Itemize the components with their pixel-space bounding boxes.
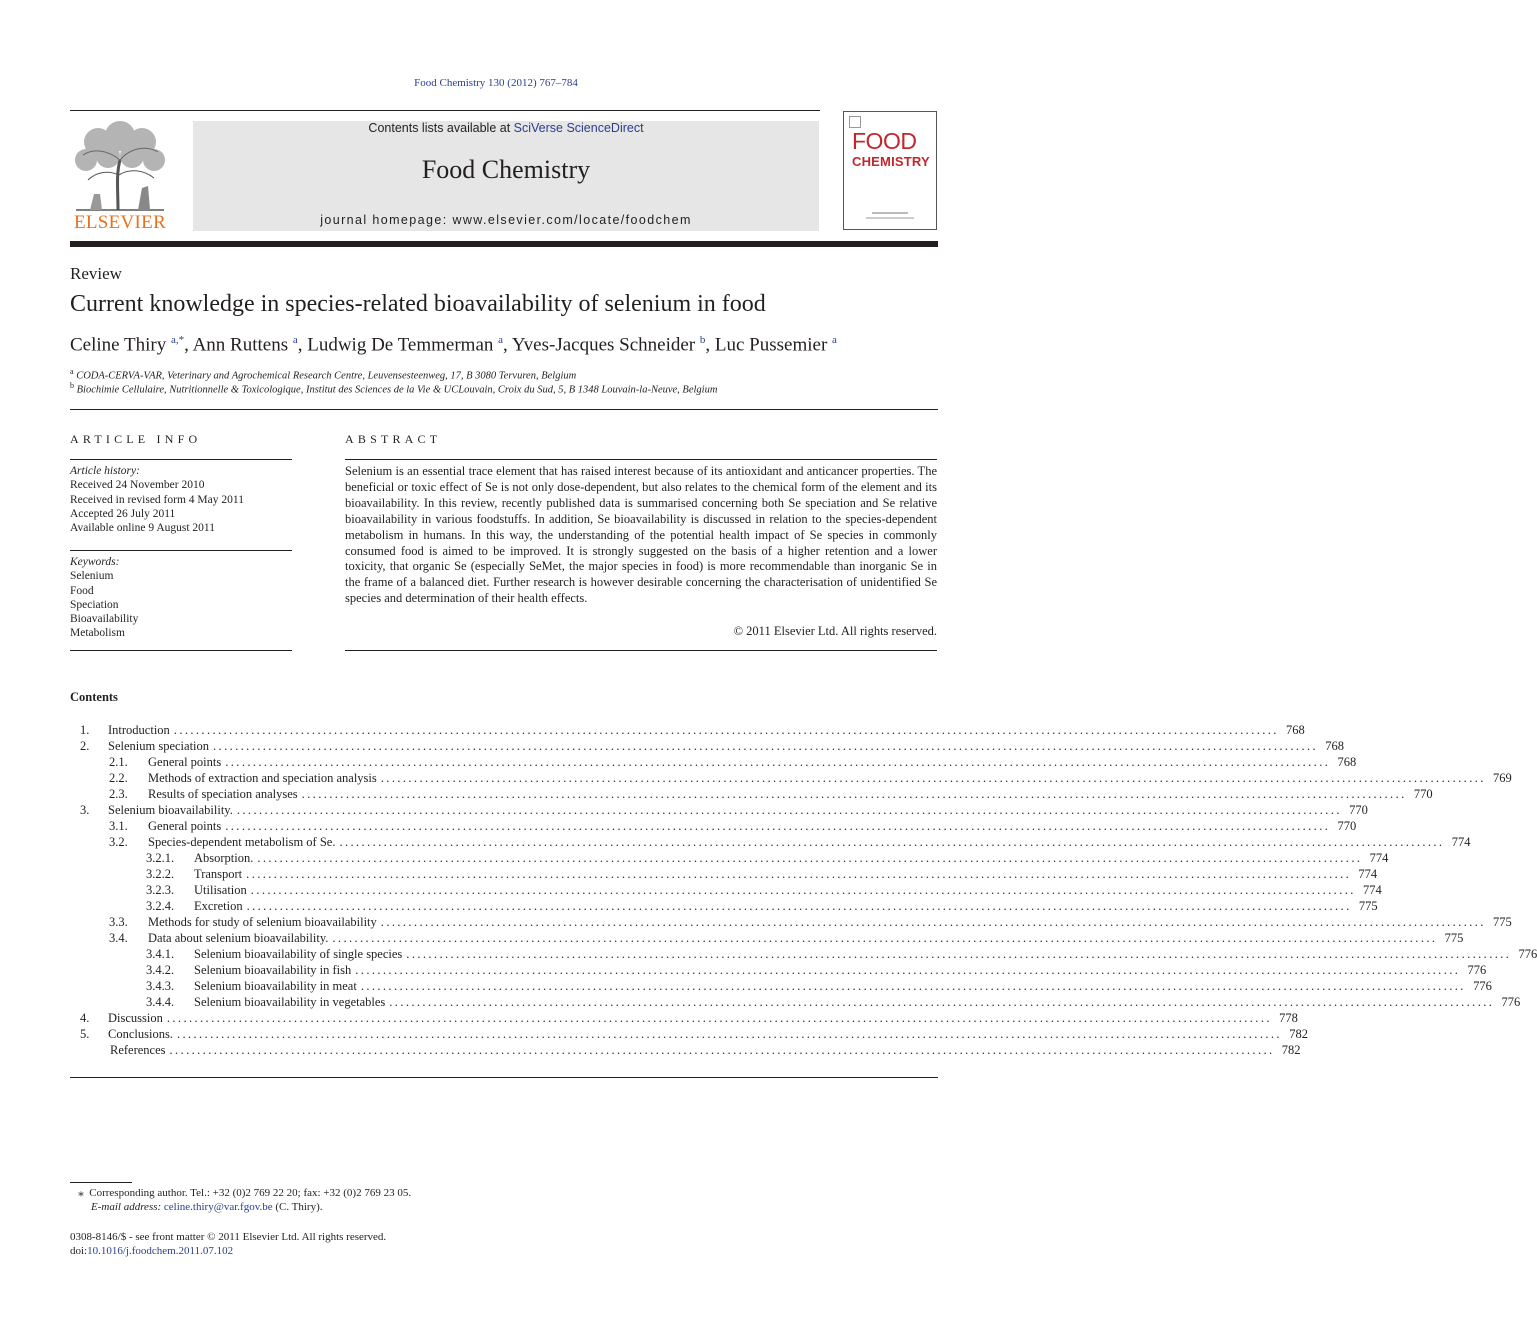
toc-number: 3.2.1. — [146, 851, 175, 865]
toc-page-number: 778 — [1279, 1011, 1298, 1025]
copyright-notice: © 2011 Elsevier Ltd. All rights reserved. — [733, 624, 937, 638]
toc-page-number: 768 — [1337, 755, 1357, 769]
toc-entry-line — [148, 754, 1357, 770]
toc-entry[interactable] — [70, 754, 1357, 770]
affiliation-text: CODA-CERVA-VAR, Veterinary and Agrochemical Research Centre, Leuvensesteenweg, 17, B 3080 Tervuren, Belgium — [76, 370, 577, 382]
sciencedirect-link[interactable]: SciVerse ScienceDirect — [513, 121, 644, 135]
cover-publisher-mark-2 — [866, 217, 914, 219]
toc-entry[interactable] — [70, 866, 1378, 882]
toc-entry[interactable] — [70, 802, 1368, 818]
toc-entry[interactable] — [70, 1010, 1298, 1026]
article-title: Current knowledge in species-related bioavailability of selenium in food — [70, 291, 766, 317]
toc-label[interactable]: Discussion — [108, 1011, 163, 1025]
affiliation-mark: b — [70, 381, 74, 390]
toc-entry[interactable] — [70, 786, 1433, 802]
toc-label[interactable]: Excretion — [194, 899, 243, 913]
toc-label[interactable]: Species-dependent metabolism of Se. — [148, 835, 336, 849]
toc-page-number: 770 — [1413, 787, 1433, 801]
toc-page-number: 769 — [1493, 771, 1512, 785]
toc-entry[interactable] — [70, 978, 1492, 994]
toc-leader-dots: ........................................................................................................................................................................................................ — [332, 931, 1438, 945]
toc-number: 1. — [80, 723, 90, 737]
footnote-rule — [70, 1182, 132, 1183]
toc-entry-line — [194, 850, 1389, 866]
toc-number: 2. — [80, 739, 90, 753]
email-label: E-mail address: — [91, 1201, 162, 1213]
toc-label[interactable]: Selenium speciation — [108, 739, 210, 753]
toc-entry[interactable] — [70, 930, 1464, 946]
toc-leader-dots: ........................................................................................................................................................................................................ — [406, 947, 1512, 961]
cover-title-chemistry: CHEMISTRY — [852, 154, 930, 169]
toc-page-number: 775 — [1358, 899, 1378, 913]
toc-number: 3.4.2. — [146, 963, 175, 977]
toc-label[interactable]: Conclusions. — [108, 1027, 173, 1041]
toc-page-number: 776 — [1518, 947, 1537, 961]
toc-number: 3.1. — [109, 819, 128, 833]
toc-leader-dots: ........................................................................................................................................................................................................ — [257, 851, 1363, 865]
toc-entry[interactable] — [70, 882, 1382, 898]
keywords-label: Keywords: — [70, 556, 120, 568]
table-of-contents — [70, 722, 1537, 1058]
toc-number: 3.3. — [109, 915, 128, 929]
toc-leader-dots: ........................................................................................................................................................................................................ — [176, 1027, 1282, 1041]
toc-entry[interactable] — [70, 1026, 1308, 1042]
affiliation-b — [70, 381, 717, 396]
toc-entry[interactable] — [70, 834, 1471, 850]
toc-number: 2.2. — [109, 771, 128, 785]
toc-leader-dots: ........................................................................................................................................................................................................ — [225, 755, 1331, 769]
affiliation-text: Biochimie Cellulaire, Nutritionnelle & Toxicologique, Institut des Sciences de la Vie & UCLouvain, Croix du Sud, 5, B 1348 Louvain-la-Neuve, Belgium — [76, 384, 718, 396]
toc-number: 2.3. — [109, 787, 128, 801]
title-rule — [70, 409, 938, 410]
toc-number: 3.4.3. — [146, 979, 175, 993]
toc-leader-dots: ........................................................................................................................................................................................................ — [360, 979, 1466, 993]
toc-number: 3. — [80, 803, 90, 817]
toc-entry[interactable] — [70, 818, 1357, 834]
contents-availability — [193, 121, 819, 135]
author-name[interactable]: Celine Thiry — [70, 334, 167, 356]
toc-entry-line — [194, 882, 1382, 898]
toc-number: 3.2. — [109, 835, 128, 849]
history-label: Article history: — [70, 465, 140, 477]
toc-page-number: 774 — [1363, 883, 1382, 897]
toc-entry-line — [148, 786, 1433, 802]
journal-homepage-link[interactable]: journal homepage: www.elsevier.com/locate/foodchem — [320, 213, 692, 227]
toc-leader-dots: ........................................................................................................................................................................................................ — [301, 787, 1407, 801]
journal-masthead — [193, 121, 819, 231]
toc-page-number: 782 — [1289, 1027, 1308, 1041]
toc-entry[interactable] — [70, 770, 1512, 786]
toc-page-number: 782 — [1281, 1043, 1301, 1057]
article-type: Review — [70, 264, 122, 283]
toc-entry[interactable] — [70, 850, 1389, 866]
history-item: Received 24 November 2010 — [70, 479, 205, 492]
contents-heading: Contents — [70, 690, 118, 704]
toc-page-number: 768 — [1286, 723, 1305, 737]
doi-label: doi: — [70, 1245, 88, 1257]
issn-line: 0308-8146/$ - see front matter © 2011 Elsevier Ltd. All rights reserved. — [70, 1231, 387, 1243]
keyword-item: Selenium — [70, 570, 114, 583]
toc-entry[interactable] — [70, 1042, 1301, 1058]
history-item: Available online 9 August 2011 — [70, 522, 216, 535]
toc-entry-line — [148, 834, 1471, 850]
publisher-wordmark: ELSEVIER — [73, 212, 167, 233]
toc-leader-dots: ........................................................................................................................................................................................................ — [380, 915, 1486, 929]
toc-entry-line — [148, 770, 1512, 786]
abstract-text: Selenium is an essential trace element that has raised interest because of its antioxidant and anticancer properties. The beneficial or toxic effect of Se is not only dose-dependent, but also relates to the chemical form of the element and its bioavailability. In this review, recently published data is summarised concerning both Se speciation and Se relative bioavailability in various foodstuffs. In addition, Se bioavailability is discussed in relation to the species-dependent metabolism in humans. In this way, the understanding of the potential health impact of Se species in commonly consumed food is aimed to be improved. It is strongly suggested on the basis of a higher retention and a lower toxicity, that organic Se (especially SeMet, the major species in food) is more recommendable than inorganic Se in the frame of a balanced diet. Further research is however desirable concerning the characterisation of unidentified Se species and determination of their health effects. — [345, 464, 937, 606]
toc-leader-dots: ........................................................................................................................................................................................................ — [389, 995, 1495, 1009]
toc-label[interactable]: Selenium bioavailability of single species — [194, 947, 403, 961]
toc-label[interactable]: Methods of extraction and speciation analysis — [148, 771, 377, 785]
toc-page-number: 776 — [1501, 995, 1521, 1009]
journal-title: Food Chemistry — [421, 155, 591, 184]
keyword-item: Bioavailability — [70, 613, 139, 626]
toc-leader-dots: ........................................................................................................................................................................................................ — [213, 739, 1319, 753]
keyword-list — [70, 569, 292, 640]
toc-entry-line — [148, 818, 1357, 834]
toc-entry-line — [148, 914, 1512, 930]
corresponding-footnote: ⁎ Corresponding author. Tel.: +32 (0)2 769 22 20; fax: +32 (0)2 769 23 05. — [70, 1187, 412, 1199]
toc-leader-dots: ........................................................................................................................................................................................................ — [355, 963, 1461, 977]
toc-entry-line — [194, 898, 1378, 914]
cover-publisher-mark — [872, 212, 908, 214]
toc-label[interactable]: Selenium bioavailability in meat — [194, 979, 357, 993]
info-rule — [70, 459, 292, 460]
toc-number: 4. — [80, 1011, 90, 1025]
email-suffix: (C. Thiry). — [275, 1201, 323, 1213]
toc-label[interactable]: Data about selenium bioavailability. — [148, 931, 329, 945]
toc-number: 2.1. — [109, 755, 128, 769]
toc-leader-dots: ........................................................................................................................................................................................................ — [236, 803, 1342, 817]
author-affiliation-mark[interactable]: a,* — [170, 334, 185, 346]
elsevier-logo — [68, 120, 172, 232]
toc-number: 3.2.4. — [146, 899, 175, 913]
toc-page-number: 774 — [1451, 835, 1471, 849]
toc-leader-dots: ........................................................................................................................................................................................................ — [166, 1011, 1272, 1025]
toc-page-number: 775 — [1493, 915, 1512, 929]
keyword-item: Metabolism — [70, 627, 125, 640]
toc-entry[interactable] — [70, 994, 1521, 1010]
toc-label[interactable]: Selenium bioavailability in fish — [194, 963, 352, 977]
abstract-heading: ABSTRACT — [345, 432, 442, 446]
author-affiliation-mark[interactable]: a — [292, 334, 298, 346]
header-rule — [70, 110, 820, 111]
history-item: Accepted 26 July 2011 — [70, 507, 176, 520]
toc-leader-dots: ........................................................................................................................................................................................................ — [250, 883, 1356, 897]
toc-label[interactable]: General points — [148, 819, 222, 833]
toc-label[interactable]: General points — [148, 755, 222, 769]
affiliation-mark: a — [70, 367, 74, 376]
toc-label[interactable]: Introduction — [108, 723, 170, 737]
toc-entry-line — [108, 802, 1368, 818]
toc-number: 3.4.4. — [146, 995, 175, 1009]
toc-leader-dots: ........................................................................................................................................................................................................ — [169, 1043, 1275, 1057]
toc-page-number: 775 — [1444, 931, 1464, 945]
toc-number: 3.4. — [109, 931, 128, 945]
toc-number: 5. — [80, 1027, 90, 1041]
keyword-item: Food — [70, 584, 94, 597]
toc-label[interactable]: Results of speciation analyses — [148, 787, 298, 801]
toc-page-number: 770 — [1337, 819, 1357, 833]
toc-entry[interactable] — [70, 962, 1487, 978]
toc-number: 3.4.1. — [146, 947, 175, 961]
contents-bottom-rule — [70, 1077, 938, 1078]
cover-emblem-icon — [849, 116, 861, 128]
cover-title-food: FOOD — [852, 128, 917, 154]
history-list — [70, 478, 292, 535]
toc-entry-line — [194, 978, 1492, 994]
toc-label[interactable]: Transport — [194, 867, 243, 881]
email-link[interactable]: celine.thiry@var.fgov.be — [163, 1201, 273, 1213]
history-item: Received in revised form 4 May 2011 — [70, 493, 244, 506]
toc-entry-line — [110, 1042, 1301, 1058]
header-thick-rule — [70, 241, 938, 247]
toc-page-number: 774 — [1369, 851, 1389, 865]
toc-entry[interactable] — [70, 898, 1378, 914]
toc-leader-dots: ........................................................................................................................................................................................................ — [380, 771, 1486, 785]
toc-leader-dots: ........................................................................................................................................................................................................ — [339, 835, 1445, 849]
keywords — [70, 555, 292, 641]
toc-entry-line — [148, 930, 1464, 946]
toc-entry[interactable] — [70, 914, 1512, 930]
journal-citation[interactable]: Food Chemistry 130 (2012) 767–784 — [414, 77, 578, 89]
toc-number: 3.2.3. — [146, 883, 175, 897]
toc-entry[interactable] — [70, 722, 1305, 738]
author-list: Celine Thiry $^{a,*}$, Ann Ruttens $^a$, Ludwig De Temmerman $^a$, Yves-Jacques Schneider $^b$, Luc Pussemier $^a$ — [70, 334, 837, 356]
toc-page-number: 774 — [1358, 867, 1378, 881]
toc-page-number: 776 — [1473, 979, 1492, 993]
info-rule-2 — [70, 550, 292, 551]
toc-entry-line — [194, 866, 1378, 882]
toc-number: 3.2.2. — [146, 867, 175, 881]
toc-label[interactable]: Absorption. — [194, 851, 254, 865]
corresponding-text: Corresponding author. Tel.: +32 (0)2 769 22 20; fax: +32 (0)2 769 23 05. — [89, 1187, 412, 1199]
toc-page-number: 768 — [1325, 739, 1345, 753]
toc-entry[interactable] — [70, 738, 1345, 754]
toc-entry-line — [194, 962, 1487, 978]
toc-page-number: 776 — [1467, 963, 1487, 977]
doi-link[interactable]: 10.1016/j.foodchem.2011.07.102 — [87, 1245, 234, 1257]
toc-label[interactable]: Selenium bioavailability. — [108, 803, 233, 817]
toc-entry-line — [108, 722, 1305, 738]
toc-entry-line — [108, 1026, 1308, 1042]
info-rule-3 — [70, 650, 292, 651]
author-name[interactable]: Yves-Jacques Schneider — [511, 334, 696, 356]
toc-leader-dots: ........................................................................................................................................................................................................ — [173, 723, 1279, 737]
toc-entry-line — [108, 1010, 1298, 1026]
author-affiliation-mark[interactable]: b — [699, 334, 706, 346]
toc-leader-dots: ........................................................................................................................................................................................................ — [225, 819, 1331, 833]
keyword-item: Speciation — [70, 598, 119, 611]
toc-label[interactable]: References — [110, 1043, 166, 1057]
toc-entry-line — [108, 738, 1345, 754]
toc-page-number: 770 — [1349, 803, 1368, 817]
toc-leader-dots: ........................................................................................................................................................................................................ — [246, 867, 1352, 881]
toc-entry[interactable] — [70, 946, 1537, 962]
article-history — [70, 464, 292, 535]
abstract-rule-2 — [345, 650, 937, 651]
affiliation-a — [70, 367, 576, 382]
toc-label[interactable]: Methods for study of selenium bioavailability — [148, 915, 377, 929]
contents-prefix: Contents lists available at — [368, 121, 514, 135]
author-affiliation-mark[interactable]: a — [498, 334, 504, 346]
toc-label[interactable]: Selenium bioavailability in vegetables — [194, 995, 386, 1009]
toc-label[interactable]: Utilisation — [194, 883, 247, 897]
tree-icon — [68, 120, 172, 214]
author-affiliation-mark[interactable]: a — [832, 334, 837, 346]
toc-entry-line — [194, 994, 1521, 1010]
journal-cover — [843, 111, 937, 230]
toc-entry-line — [194, 946, 1537, 962]
abstract-rule — [345, 459, 937, 460]
article-info-heading: ARTICLE INFO — [70, 432, 202, 446]
author-name[interactable]: Luc Pussemier — [714, 334, 828, 356]
author-name[interactable]: Ludwig De Temmerman — [307, 334, 494, 356]
email-footnote — [91, 1201, 323, 1213]
toc-leader-dots: ........................................................................................................................................................................................................ — [246, 899, 1352, 913]
doi-line — [70, 1245, 233, 1257]
author-name[interactable]: Ann Ruttens — [192, 334, 289, 356]
